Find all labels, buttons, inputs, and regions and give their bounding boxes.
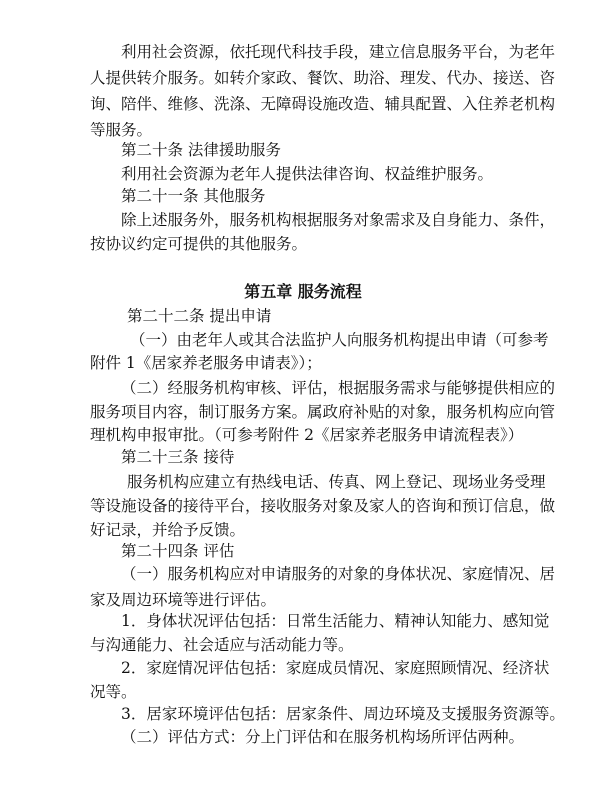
paragraph-line: 人提供转介服务。如转介家政、餐饮、助浴、理发、代办、接送、咨 [90, 69, 556, 87]
paragraph-line: （一）由老年人或其合法监护人向服务机构提出申请（可参考 [130, 331, 549, 349]
chapter-heading: 第五章 服务流程 [244, 282, 362, 301]
paragraph-line: 与沟通能力、社会适应与活动能力等。 [90, 636, 354, 654]
paragraph-line: 3．居家环境评估包括：居家条件、周边环境及支援服务资源等。 [121, 705, 565, 723]
paragraph-line: 好记录，并给予反馈。 [90, 521, 246, 539]
article-24-title: 第二十四条 评估 [121, 542, 235, 560]
article-21-title: 第二十一条 其他服务 [121, 187, 266, 205]
article-20-title: 第二十条 法律援助服务 [121, 141, 281, 159]
paragraph-line: 况等。 [90, 683, 137, 701]
paragraph-line: 按协议约定可提供的其他服务。 [90, 235, 308, 253]
article-22-title: 第二十二条 提出申请 [127, 307, 272, 325]
paragraph-line: 询、陪伴、维修、洗涤、无障碍设施改造、辅具配置、入住养老机构 [90, 95, 556, 113]
paragraph-line: 附件 1《居家养老服务申请表》）； [90, 354, 322, 372]
paragraph-line: 除上述服务外，服务机构根据服务对象需求及自身能力、条件， [121, 211, 556, 229]
paragraph-line: 1．身体状况评估包括：日常生活能力、精神认知能力、感知觉 [121, 612, 550, 630]
paragraph-line: （一）服务机构应对申请服务的对象的身体状况、家庭情况、居 [121, 565, 556, 583]
paragraph-line: 等设施设备的接待平台，接收服务对象及家人的咨询和预订信息，做 [90, 497, 556, 515]
paragraph-line: 等服务。 [90, 121, 153, 139]
paragraph-line: 理机构申报审批。（可参考附件 2《居家养老服务申请流程表》） [90, 426, 524, 444]
article-23-title: 第二十三条 接待 [121, 448, 235, 466]
paragraph-line: 服务项目内容，制订服务方案。属政府补贴的对象，服务机构应向管 [90, 403, 556, 421]
paragraph-line: 2．家庭情况评估包括：家庭成员情况、家庭照顾情况、经济状 [121, 659, 550, 677]
paragraph-line: （二）经服务机构审核、评估，根据服务需求与能够提供相应的 [121, 379, 556, 397]
paragraph-line: 利用社会资源，依托现代科技手段，建立信息服务平台，为老年 [121, 43, 556, 61]
paragraph-line: 服务机构应建立有热线电话、传真、网上登记、现场业务受理 [127, 473, 546, 491]
paragraph-line: （二）评估方式：分上门评估和在服务机构场所评估两种。 [121, 728, 525, 746]
paragraph-line: 家及周边环境等进行评估。 [90, 591, 277, 609]
article-20-body: 利用社会资源为老年人提供法律咨询、权益维护服务。 [121, 165, 494, 183]
